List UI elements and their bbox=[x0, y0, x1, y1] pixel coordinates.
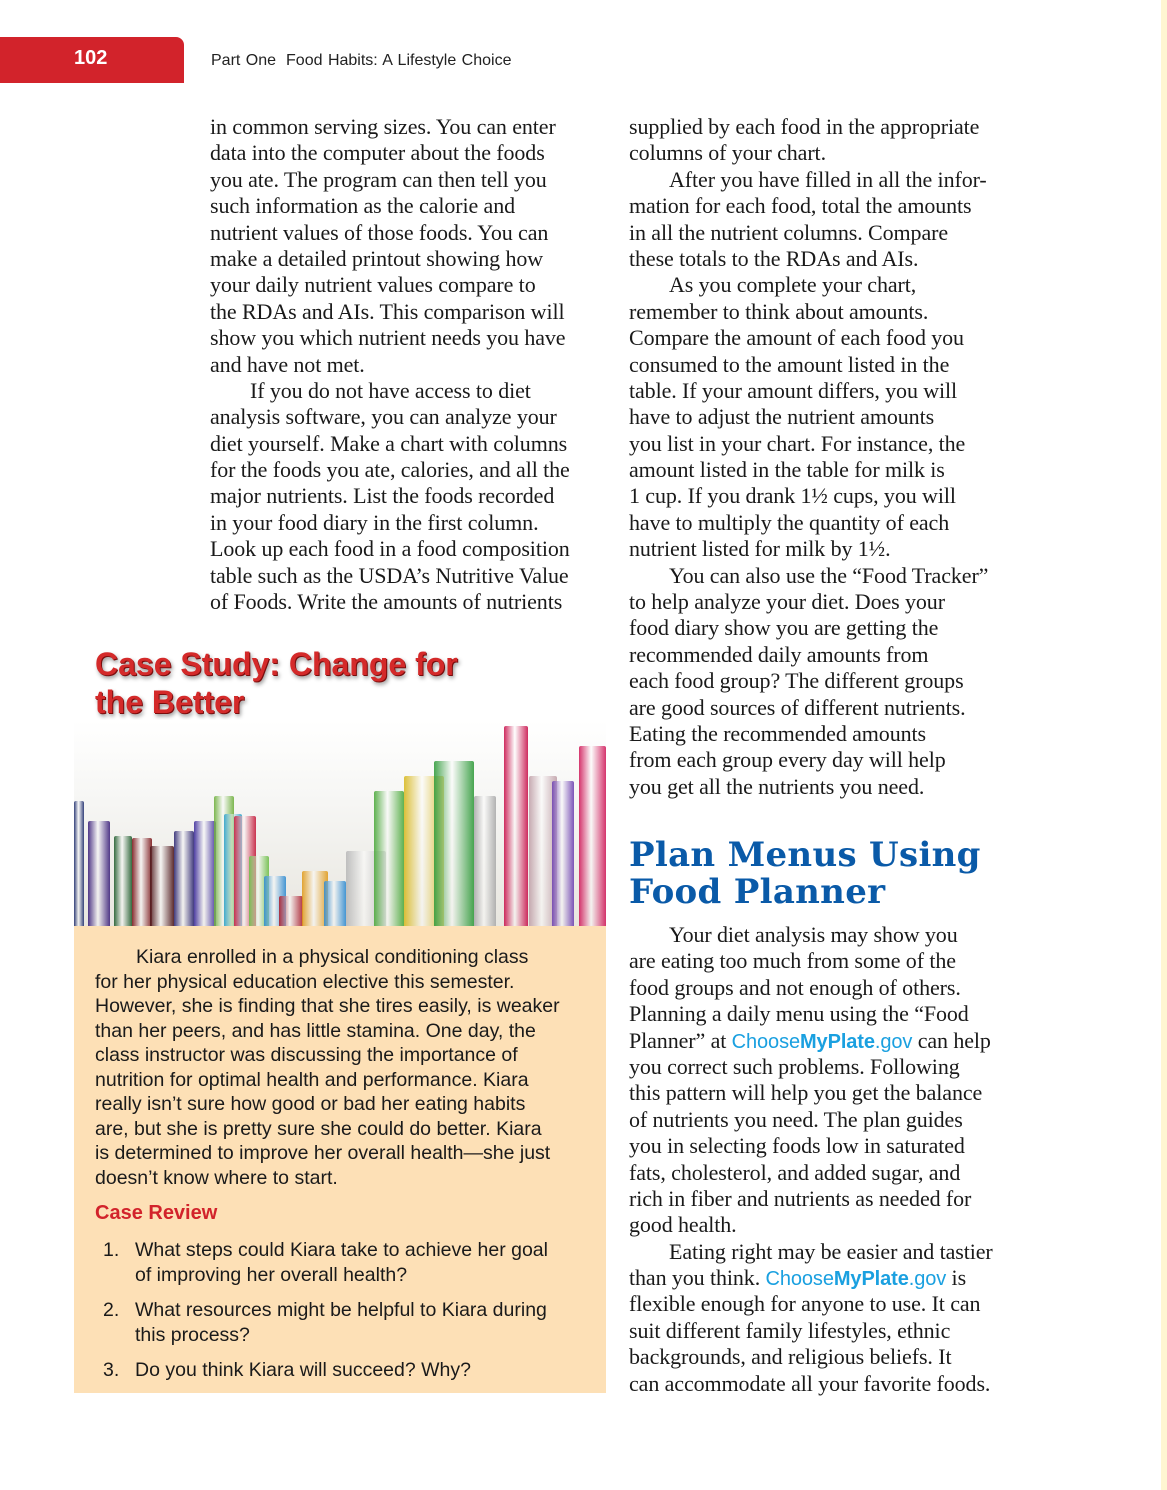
text-line bbox=[210, 193, 570, 219]
text-line-content: and have not met. bbox=[210, 351, 365, 377]
case-study-title bbox=[95, 645, 458, 721]
text-line-content: from each group every day will help bbox=[629, 747, 946, 773]
case-study-title-line: the Better bbox=[95, 684, 245, 720]
text-line bbox=[629, 1291, 993, 1317]
text-line bbox=[629, 975, 993, 1001]
question-line: this process? bbox=[135, 1323, 250, 1346]
text-line-content: such information as the calorie and bbox=[210, 193, 516, 219]
text-line-content: table such as the USDA’s Nutritive Value bbox=[210, 562, 569, 588]
glass-bar bbox=[150, 846, 174, 926]
text-line-content: you correct such problems. Following bbox=[629, 1053, 960, 1079]
text-line bbox=[629, 1133, 993, 1159]
right-column-text-top bbox=[629, 114, 988, 800]
glass-bars-photo bbox=[74, 720, 606, 926]
case-study-line: doesn’t know where to start. bbox=[95, 1166, 338, 1189]
text-line-content: diet yourself. Make a chart with columns bbox=[210, 430, 568, 456]
case-study-line: However, she is finding that she tires easily, is weaker bbox=[95, 995, 560, 1017]
text-line-content: you in selecting foods low in saturated bbox=[629, 1133, 965, 1159]
text-line-content: If you do not have access to diet bbox=[250, 377, 531, 403]
text-line-content: of Foods. Write the amounts of nutrients bbox=[210, 589, 563, 615]
text-line-content: mation for each food, total the amounts bbox=[629, 193, 972, 219]
text-line-content: each food group? The different groups bbox=[629, 668, 964, 694]
text-line bbox=[210, 140, 570, 166]
glass-bar bbox=[324, 881, 346, 926]
case-study-line: class instructor was discussing the importance of bbox=[95, 1044, 518, 1066]
text-line-content: nutrient listed for milk by 1½. bbox=[629, 536, 891, 562]
text-line bbox=[629, 193, 988, 219]
text-line-content: 1 cup. If you drank 1½ cups, you will bbox=[629, 483, 956, 509]
text-line bbox=[629, 114, 988, 140]
text-line bbox=[210, 483, 570, 509]
text-line-content: are good sources of different nutrients. bbox=[629, 694, 966, 720]
case-study-line: for her physical education elective this semester. bbox=[95, 970, 515, 993]
text-line bbox=[210, 536, 570, 562]
text-line bbox=[210, 220, 570, 246]
text-line-content: in common serving sizes. You can enter bbox=[210, 114, 556, 139]
text-line-content: nutrient values of those foods. You can bbox=[210, 219, 549, 245]
text-line-content: major nutrients. List the foods recorded bbox=[210, 483, 555, 509]
glass-bar bbox=[194, 821, 216, 926]
text-line bbox=[629, 642, 988, 668]
link-part: Choose bbox=[765, 1268, 834, 1291]
text-line bbox=[629, 272, 988, 298]
text-line bbox=[629, 695, 988, 721]
text-line-content: fats, cholesterol, and added sugar, and bbox=[629, 1159, 961, 1185]
text-line-content: the RDAs and AIs. This comparison will bbox=[210, 298, 565, 324]
text-line-content: food groups and not enough of others. bbox=[629, 974, 961, 1000]
text-line bbox=[629, 1160, 993, 1186]
text-line bbox=[210, 325, 570, 351]
question-number: 1. bbox=[103, 1239, 120, 1261]
text-line bbox=[629, 1107, 993, 1133]
section-heading-line: Plan Menus Using bbox=[629, 835, 981, 875]
text-line bbox=[629, 1054, 993, 1080]
glass-bar bbox=[279, 896, 303, 926]
text-line bbox=[629, 721, 988, 747]
text-line bbox=[210, 431, 570, 457]
question-line: What resources might be helpful to Kiara during bbox=[135, 1299, 547, 1321]
text-line-content: Planner” at bbox=[629, 1027, 732, 1053]
text-line-content: you ate. The program can then tell you bbox=[210, 166, 547, 192]
text-line-content: food diary show you are getting the bbox=[629, 615, 939, 641]
text-line-content: good health. bbox=[629, 1212, 737, 1238]
review-question bbox=[103, 1358, 471, 1383]
case-study-line: is determined to improve her overall health—she just bbox=[95, 1142, 551, 1164]
text-line bbox=[629, 167, 988, 193]
case-study-line: than her peers, and has little stamina. One day, the bbox=[95, 1019, 536, 1042]
case-study-line: really isn’t sure how good or bad her eating habits bbox=[95, 1093, 526, 1115]
glass-bar bbox=[474, 796, 496, 926]
glass-bar bbox=[552, 781, 574, 926]
text-line bbox=[629, 1080, 993, 1106]
question-line: Do you think Kiara will succeed? Why? bbox=[135, 1359, 471, 1381]
text-line bbox=[629, 140, 988, 166]
case-review-heading: Case Review bbox=[95, 1202, 218, 1224]
text-line-content: supplied by each food in the appropriate bbox=[629, 114, 980, 139]
text-line-content: table. If your amount differs, you will bbox=[629, 377, 958, 403]
review-question bbox=[103, 1298, 547, 1347]
glass-bar bbox=[504, 726, 528, 926]
text-line-content: in all the nutrient columns. Compare bbox=[629, 219, 948, 245]
question-line: of improving her overall health? bbox=[135, 1263, 408, 1286]
text-line bbox=[210, 457, 570, 483]
text-line-content: Compare the amount of each food you bbox=[629, 325, 964, 351]
glass-bar bbox=[434, 761, 474, 926]
case-study-body bbox=[95, 945, 560, 1190]
text-line bbox=[210, 352, 570, 378]
text-line-content: You can also use the “Food Tracker” bbox=[669, 562, 989, 588]
text-line bbox=[629, 325, 988, 351]
left-column-text bbox=[210, 114, 570, 615]
text-line bbox=[210, 404, 570, 430]
link-part: Choose bbox=[731, 1030, 800, 1053]
text-line-content: show you which nutrient needs you have bbox=[210, 325, 566, 351]
text-line bbox=[629, 589, 988, 615]
running-header bbox=[211, 52, 511, 70]
text-line bbox=[629, 483, 988, 509]
text-line-content: After you have filled in all the infor- bbox=[669, 166, 987, 192]
text-line-content: have to multiply the quantity of each bbox=[629, 509, 950, 535]
section-heading-line: Food Planner bbox=[629, 872, 886, 912]
text-line bbox=[629, 1212, 993, 1238]
text-line-content: remember to think about amounts. bbox=[629, 298, 929, 324]
text-line-content: can help bbox=[912, 1027, 991, 1053]
text-line bbox=[629, 1265, 993, 1291]
text-line bbox=[629, 948, 993, 974]
review-question bbox=[103, 1238, 548, 1287]
text-line bbox=[629, 1001, 993, 1027]
text-line-content: analysis software, you can analyze your bbox=[210, 404, 557, 430]
text-line bbox=[210, 299, 570, 325]
text-line-content: in your food diary in the first column. bbox=[210, 509, 539, 535]
case-study-line: are, but she is pretty sure she could do better. Kiara bbox=[95, 1117, 542, 1140]
text-line bbox=[629, 1344, 993, 1370]
text-line-content: Eating the recommended amounts bbox=[629, 720, 926, 746]
text-line-content: Planning a daily menu using the “Food bbox=[629, 1001, 969, 1027]
edge-stripe bbox=[1161, 0, 1167, 1490]
text-line-content: than you think. bbox=[629, 1265, 766, 1291]
text-line bbox=[629, 615, 988, 641]
text-line-content: for the foods you ate, calories, and all the bbox=[210, 457, 570, 483]
link-part: .gov bbox=[908, 1268, 947, 1291]
text-line bbox=[210, 246, 570, 272]
text-line-content: Look up each food in a food composition bbox=[210, 536, 570, 562]
text-line-content: columns of your chart. bbox=[629, 140, 826, 166]
text-line bbox=[629, 1371, 993, 1397]
link-part-bold: MyPlate bbox=[800, 1030, 875, 1053]
text-line-content: of nutrients you need. The plan guides bbox=[629, 1106, 963, 1132]
question-number: 3. bbox=[103, 1359, 120, 1381]
text-line bbox=[210, 563, 570, 589]
part-label: Part One bbox=[211, 52, 277, 69]
text-line-content: these totals to the RDAs and AIs. bbox=[629, 245, 919, 271]
text-line bbox=[629, 747, 988, 773]
text-line-content: Eating right may be easier and tastier bbox=[669, 1238, 993, 1264]
text-line bbox=[629, 668, 988, 694]
text-line-content: recommended daily amounts from bbox=[629, 641, 929, 667]
text-line bbox=[210, 272, 570, 298]
text-line-content: rich in fiber and nutrients as needed for bbox=[629, 1185, 972, 1211]
text-line bbox=[629, 1318, 993, 1344]
link-part-bold: MyPlate bbox=[833, 1268, 909, 1291]
chapter-title: Food Habits: A Lifestyle Choice bbox=[286, 52, 512, 69]
page-number: 102 bbox=[74, 47, 108, 69]
choosemyplate-link[interactable] bbox=[732, 1031, 913, 1053]
text-line-content: have to adjust the nutrient amounts bbox=[629, 404, 935, 430]
text-line bbox=[629, 922, 993, 948]
text-line-content: can accommodate all your favorite foods. bbox=[629, 1370, 991, 1396]
glass-bar bbox=[174, 831, 194, 926]
link-part: .gov bbox=[874, 1030, 913, 1053]
case-study-line: Kiara enrolled in a physical conditioning class bbox=[136, 946, 529, 968]
text-line-content: you get all the nutrients you need. bbox=[629, 773, 925, 799]
text-line bbox=[629, 220, 988, 246]
question-line: What steps could Kiara take to achieve her goal bbox=[135, 1239, 548, 1261]
glass-bar bbox=[74, 801, 84, 926]
text-line bbox=[629, 246, 988, 272]
text-line-content: make a detailed printout showing how bbox=[210, 245, 544, 271]
text-line-content: this pattern will help you get the balance bbox=[629, 1080, 983, 1106]
question-number: 2. bbox=[103, 1299, 120, 1321]
case-study-title-line: Case Study: Change for bbox=[95, 646, 458, 682]
text-line bbox=[629, 1239, 993, 1265]
text-line bbox=[210, 167, 570, 193]
glass-bar bbox=[88, 821, 110, 926]
text-line bbox=[210, 378, 570, 404]
text-line-content: Your diet analysis may show you bbox=[669, 922, 958, 947]
choosemyplate-link[interactable] bbox=[766, 1268, 947, 1290]
text-line-content: to help analyze your diet. Does your bbox=[629, 589, 945, 615]
glass-bar bbox=[579, 746, 606, 926]
glass-bar bbox=[374, 791, 404, 926]
text-line bbox=[629, 510, 988, 536]
text-line bbox=[629, 404, 988, 430]
text-line-content: consumed to the amount listed in the bbox=[629, 351, 950, 377]
text-line-content: data into the computer about the foods bbox=[210, 140, 545, 166]
text-line-content: suit different family lifestyles, ethnic bbox=[629, 1317, 951, 1343]
glass-bar bbox=[132, 838, 152, 926]
text-line-content: are eating too much from some of the bbox=[629, 948, 956, 974]
text-line-content: flexible enough for anyone to use. It can bbox=[629, 1291, 981, 1317]
text-line bbox=[629, 299, 988, 325]
text-line bbox=[210, 510, 570, 536]
text-line bbox=[629, 457, 988, 483]
right-column-text-bottom bbox=[629, 922, 993, 1397]
text-line bbox=[210, 114, 570, 140]
text-line bbox=[629, 352, 988, 378]
glass-bar bbox=[114, 836, 132, 926]
case-study-line: nutrition for optimal health and performance. Kiara bbox=[95, 1068, 529, 1091]
text-line-content: As you complete your chart, bbox=[669, 272, 917, 298]
text-line-content: is bbox=[946, 1265, 967, 1291]
text-line bbox=[629, 563, 988, 589]
text-line-content: backgrounds, and religious beliefs. It bbox=[629, 1344, 952, 1370]
text-line bbox=[629, 536, 988, 562]
text-line bbox=[629, 1186, 993, 1212]
text-line bbox=[629, 431, 988, 457]
section-heading bbox=[629, 837, 981, 911]
text-line bbox=[629, 1028, 993, 1054]
text-line bbox=[629, 378, 988, 404]
text-line-content: amount listed in the table for milk is bbox=[629, 457, 945, 483]
text-line-content: you list in your chart. For instance, the bbox=[629, 430, 966, 456]
text-line bbox=[210, 589, 570, 615]
text-line bbox=[629, 774, 988, 800]
text-line-content: your daily nutrient values compare to bbox=[210, 272, 536, 298]
